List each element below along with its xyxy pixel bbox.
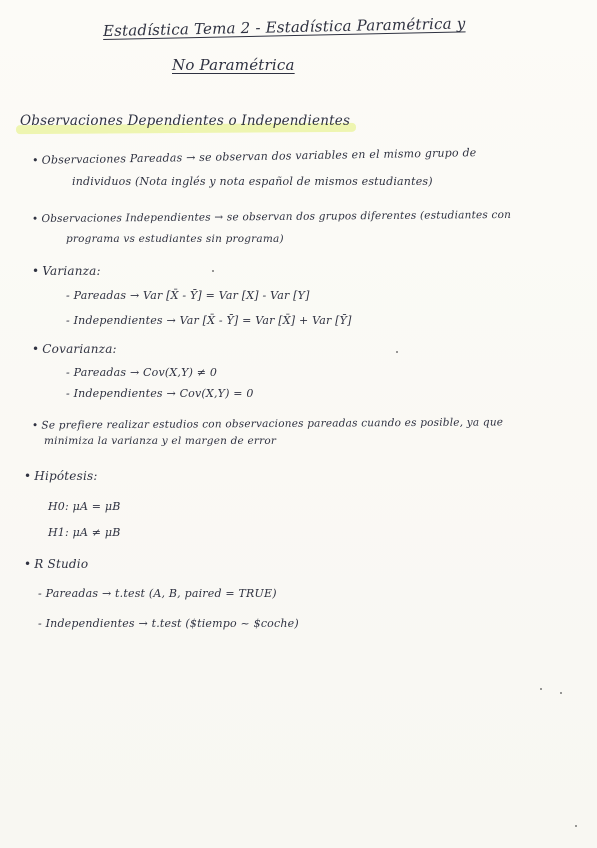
ink-speck [540, 688, 542, 690]
varianza-pareadas: - Pareadas → Var [X̄ - Ȳ] = Var [X] - Var [Y] [66, 289, 310, 302]
covarianza-pareadas: - Pareadas → Cov(X,Y) ≠ 0 [66, 366, 218, 379]
note-pareadas-line1: • Observaciones Pareadas → se observan dos variables en el mismo grupo de [32, 146, 477, 167]
ink-speck [212, 270, 214, 272]
note-pareadas-line2: individuos (Nota inglés y nota español de mismos estudiantes) [72, 175, 433, 188]
note-prefiere-line1: • Se prefiere realizar estudios con observaciones pareadas cuando es posible, ya que [32, 416, 503, 431]
ink-speck [560, 692, 562, 694]
covarianza-independientes: - Independientes → Cov(X,Y) = 0 [66, 387, 254, 400]
hipotesis-h1: H1: μA ≠ μB [48, 526, 121, 539]
rstudio-independientes: - Independientes → t.test ($tiempo ~ $coche) [38, 617, 299, 630]
page-title-line1: Estadística Tema 2 - Estadística Paramétrica y [102, 14, 466, 40]
hipotesis-label: • Hipótesis: [24, 469, 98, 483]
note-prefiere-line2: minimiza la varianza y el margen de error [44, 435, 277, 447]
page-title-line2: No Paramétrica [172, 56, 295, 74]
rstudio-pareadas: - Pareadas → t.test (A, B, paired = TRUE) [38, 587, 277, 600]
ink-speck [575, 825, 577, 827]
varianza-label: • Varianza: [32, 264, 101, 278]
section-heading: Observaciones Dependientes o Independientes [20, 113, 351, 129]
covarianza-label: • Covarianza: [32, 342, 117, 356]
note-indep-line2: programa vs estudiantes sin programa) [66, 233, 284, 245]
rstudio-label: • R Studio [24, 557, 88, 571]
note-indep-line1: • Observaciones Independientes → se observan dos grupos diferentes (estudiantes con [32, 209, 511, 225]
ink-speck [396, 351, 398, 353]
varianza-independientes: - Independientes → Var [X̄ - Ȳ] = Var [X̄] + Var [Ȳ] [66, 314, 352, 327]
hipotesis-h0: H0: μA = μB [48, 500, 121, 513]
